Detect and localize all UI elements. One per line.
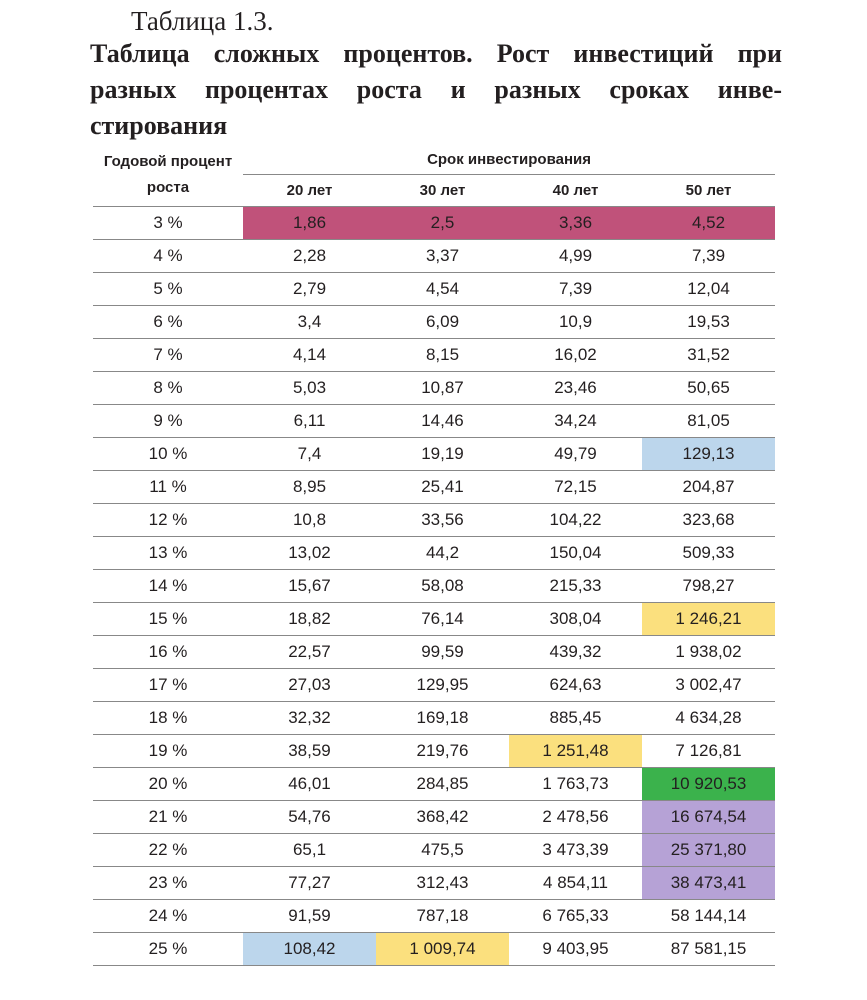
table-row xyxy=(93,471,775,504)
value-text: 27,03 xyxy=(288,675,331,694)
value-cell xyxy=(376,207,509,240)
value-text: 19,53 xyxy=(687,312,730,331)
value-cell xyxy=(376,900,509,933)
value-cell xyxy=(642,471,775,504)
value-text: 2 478,56 xyxy=(542,807,609,826)
value-text: 787,18 xyxy=(416,906,469,925)
value-text: 215,33 xyxy=(549,576,602,595)
table-row xyxy=(93,372,775,405)
value-text: 16,02 xyxy=(554,345,597,364)
value-text: 108,42 xyxy=(243,933,376,965)
table-row xyxy=(93,900,775,933)
table-row xyxy=(93,570,775,603)
rate-cell: 14 % xyxy=(93,570,243,603)
value-text: 33,56 xyxy=(421,510,464,529)
value-cell xyxy=(642,405,775,438)
value-cell xyxy=(243,636,376,669)
value-text: 25 371,80 xyxy=(642,834,775,866)
value-text: 54,76 xyxy=(288,807,331,826)
value-cell xyxy=(376,273,509,306)
rate-cell: 24 % xyxy=(93,900,243,933)
value-cell xyxy=(509,240,642,273)
value-text: 44,2 xyxy=(425,543,460,562)
value-cell xyxy=(642,867,775,900)
value-text: 65,1 xyxy=(292,840,327,859)
value-cell xyxy=(642,801,775,834)
rate-cell: 20 % xyxy=(93,768,243,801)
value-cell xyxy=(509,372,642,405)
value-text: 1 938,02 xyxy=(675,642,742,661)
value-cell xyxy=(642,702,775,735)
value-cell xyxy=(642,570,775,603)
value-text: 99,59 xyxy=(421,642,464,661)
table-row xyxy=(93,306,775,339)
value-text: 7,39 xyxy=(691,246,726,265)
value-text: 1 251,48 xyxy=(509,735,642,767)
table-row xyxy=(93,867,775,900)
value-text: 129,13 xyxy=(642,438,775,470)
rate-cell: 4 % xyxy=(93,240,243,273)
value-cell xyxy=(376,702,509,735)
rate-cell: 6 % xyxy=(93,306,243,339)
value-cell xyxy=(642,768,775,801)
table-row xyxy=(93,504,775,537)
value-cell xyxy=(376,603,509,636)
year-header-40: 40 лет xyxy=(509,175,642,207)
value-text: 14,46 xyxy=(421,411,464,430)
value-text: 7,39 xyxy=(558,279,593,298)
value-text: 77,27 xyxy=(288,873,331,892)
rate-cell: 12 % xyxy=(93,504,243,537)
value-cell xyxy=(243,768,376,801)
value-text: 104,22 xyxy=(549,510,602,529)
value-text: 2,28 xyxy=(292,246,327,265)
table-row xyxy=(93,636,775,669)
value-cell xyxy=(642,339,775,372)
value-text: 18,82 xyxy=(288,609,331,628)
value-cell xyxy=(509,405,642,438)
value-cell xyxy=(243,537,376,570)
value-text: 509,33 xyxy=(682,543,735,562)
value-cell xyxy=(509,504,642,537)
value-cell xyxy=(243,834,376,867)
value-cell xyxy=(243,372,376,405)
value-cell xyxy=(642,438,775,471)
value-cell xyxy=(243,471,376,504)
value-cell xyxy=(642,636,775,669)
value-text: 219,76 xyxy=(416,741,469,760)
value-cell xyxy=(509,438,642,471)
value-text: 38 473,41 xyxy=(642,867,775,899)
value-text: 4,14 xyxy=(292,345,327,364)
value-cell xyxy=(642,504,775,537)
rate-cell: 10 % xyxy=(93,438,243,471)
value-text: 3,36 xyxy=(509,207,642,239)
value-text: 7,4 xyxy=(297,444,322,463)
rate-cell: 13 % xyxy=(93,537,243,570)
value-text: 10,8 xyxy=(292,510,327,529)
value-text: 46,01 xyxy=(288,774,331,793)
year-header-30: 30 лет xyxy=(376,175,509,207)
value-cell xyxy=(509,702,642,735)
table-row xyxy=(93,438,775,471)
value-cell xyxy=(243,405,376,438)
value-text: 2,79 xyxy=(292,279,327,298)
value-text: 7 126,81 xyxy=(675,741,742,760)
value-text: 1,86 xyxy=(243,207,376,239)
table-row xyxy=(93,669,775,702)
value-cell xyxy=(509,603,642,636)
term-header: Срок инвестирования xyxy=(243,144,775,175)
value-cell xyxy=(243,867,376,900)
value-text: 4,99 xyxy=(558,246,593,265)
value-cell xyxy=(243,504,376,537)
table-row xyxy=(93,405,775,438)
value-cell xyxy=(509,735,642,768)
value-text: 439,32 xyxy=(549,642,602,661)
value-text: 19,19 xyxy=(421,444,464,463)
value-text: 6 765,33 xyxy=(542,906,609,925)
value-text: 624,63 xyxy=(549,675,602,694)
value-text: 885,45 xyxy=(549,708,602,727)
value-cell xyxy=(376,570,509,603)
table-row xyxy=(93,933,775,966)
value-cell xyxy=(376,801,509,834)
rate-cell: 25 % xyxy=(93,933,243,966)
value-cell xyxy=(509,471,642,504)
rate-cell: 17 % xyxy=(93,669,243,702)
value-cell xyxy=(509,900,642,933)
value-cell xyxy=(243,933,376,966)
value-cell xyxy=(376,339,509,372)
value-cell xyxy=(376,405,509,438)
value-cell xyxy=(243,339,376,372)
value-cell xyxy=(509,768,642,801)
value-cell xyxy=(243,900,376,933)
value-text: 58 144,14 xyxy=(670,906,747,925)
value-text: 204,87 xyxy=(682,477,735,496)
value-text: 1 246,21 xyxy=(642,603,775,635)
value-text: 8,15 xyxy=(425,345,460,364)
value-cell xyxy=(243,669,376,702)
value-text: 3,4 xyxy=(297,312,322,331)
value-cell xyxy=(509,537,642,570)
rate-cell: 21 % xyxy=(93,801,243,834)
table-row xyxy=(93,702,775,735)
value-text: 6,09 xyxy=(425,312,460,331)
value-cell xyxy=(509,933,642,966)
value-cell xyxy=(642,900,775,933)
value-cell xyxy=(509,570,642,603)
value-text: 13,02 xyxy=(288,543,331,562)
value-cell xyxy=(642,933,775,966)
value-text: 91,59 xyxy=(288,906,331,925)
value-cell xyxy=(243,570,376,603)
value-text: 32,32 xyxy=(288,708,331,727)
value-cell xyxy=(376,834,509,867)
year-header-50: 50 лет xyxy=(642,175,775,207)
table-row xyxy=(93,834,775,867)
value-text: 23,46 xyxy=(554,378,597,397)
value-text: 312,43 xyxy=(416,873,469,892)
value-text: 4 854,11 xyxy=(543,873,608,892)
table-row xyxy=(93,801,775,834)
value-text: 1 763,73 xyxy=(542,774,609,793)
value-text: 34,24 xyxy=(554,411,597,430)
year-header-20: 20 лет xyxy=(243,175,376,207)
value-text: 58,08 xyxy=(421,576,464,595)
value-text: 150,04 xyxy=(549,543,602,562)
value-text: 87 581,15 xyxy=(670,939,747,958)
value-cell xyxy=(509,636,642,669)
value-text: 16 674,54 xyxy=(642,801,775,833)
value-text: 3 473,39 xyxy=(542,840,609,859)
table-row xyxy=(93,273,775,306)
value-text: 9 403,95 xyxy=(542,939,609,958)
value-text: 15,67 xyxy=(288,576,331,595)
rate-cell: 16 % xyxy=(93,636,243,669)
value-cell xyxy=(642,834,775,867)
value-cell xyxy=(509,306,642,339)
rate-cell: 19 % xyxy=(93,735,243,768)
value-cell xyxy=(642,306,775,339)
value-cell xyxy=(243,306,376,339)
rate-cell: 23 % xyxy=(93,867,243,900)
table-row xyxy=(93,207,775,240)
value-text: 81,05 xyxy=(687,411,730,430)
value-text: 308,04 xyxy=(549,609,602,628)
value-cell xyxy=(642,207,775,240)
table-row xyxy=(93,735,775,768)
rate-cell: 7 % xyxy=(93,339,243,372)
rate-column-header: Годовой процент роста xyxy=(93,144,243,207)
value-cell xyxy=(243,702,376,735)
value-cell xyxy=(509,834,642,867)
value-cell xyxy=(376,471,509,504)
table-body xyxy=(93,207,775,966)
value-text: 25,41 xyxy=(421,477,464,496)
value-text: 72,15 xyxy=(554,477,597,496)
value-text: 50,65 xyxy=(687,378,730,397)
value-text: 31,52 xyxy=(687,345,730,364)
rate-cell: 18 % xyxy=(93,702,243,735)
table-row xyxy=(93,339,775,372)
value-cell xyxy=(376,933,509,966)
value-cell xyxy=(376,735,509,768)
rate-cell: 8 % xyxy=(93,372,243,405)
value-cell xyxy=(509,801,642,834)
value-text: 76,14 xyxy=(421,609,464,628)
value-cell xyxy=(243,240,376,273)
value-cell xyxy=(509,207,642,240)
value-cell xyxy=(376,240,509,273)
rate-cell: 5 % xyxy=(93,273,243,306)
value-cell xyxy=(642,735,775,768)
value-cell xyxy=(376,669,509,702)
value-text: 368,42 xyxy=(416,807,469,826)
value-text: 10,9 xyxy=(558,312,593,331)
value-text: 3,37 xyxy=(425,246,460,265)
table-row xyxy=(93,240,775,273)
value-text: 12,04 xyxy=(687,279,730,298)
table-row xyxy=(93,537,775,570)
value-text: 38,59 xyxy=(288,741,331,760)
value-cell xyxy=(243,207,376,240)
table-row xyxy=(93,603,775,636)
value-text: 5,03 xyxy=(292,378,327,397)
value-text: 1 009,74 xyxy=(376,933,509,965)
value-text: 169,18 xyxy=(416,708,469,727)
rate-cell: 22 % xyxy=(93,834,243,867)
value-cell xyxy=(376,537,509,570)
value-cell xyxy=(642,273,775,306)
value-text: 4,52 xyxy=(642,207,775,239)
value-cell xyxy=(642,372,775,405)
value-text: 284,85 xyxy=(416,774,469,793)
value-text: 10 920,53 xyxy=(642,768,775,800)
value-cell xyxy=(243,603,376,636)
value-cell xyxy=(376,372,509,405)
value-cell xyxy=(376,306,509,339)
value-cell xyxy=(642,603,775,636)
value-cell xyxy=(376,438,509,471)
value-cell xyxy=(509,273,642,306)
rate-cell: 3 % xyxy=(93,207,243,240)
value-text: 3 002,47 xyxy=(675,675,742,694)
rate-cell: 9 % xyxy=(93,405,243,438)
value-text: 129,95 xyxy=(416,675,469,694)
value-cell xyxy=(243,273,376,306)
value-cell xyxy=(509,867,642,900)
value-text: 2,5 xyxy=(376,207,509,239)
value-cell xyxy=(642,537,775,570)
value-cell xyxy=(642,240,775,273)
value-text: 323,68 xyxy=(682,510,735,529)
value-cell xyxy=(376,504,509,537)
value-text: 4,54 xyxy=(425,279,460,298)
table-row xyxy=(93,768,775,801)
rate-cell: 15 % xyxy=(93,603,243,636)
value-cell xyxy=(376,636,509,669)
value-cell xyxy=(376,768,509,801)
compound-interest-table xyxy=(93,144,775,966)
value-cell xyxy=(243,735,376,768)
table-title: Таблица сложных процентов. Рост инвестиций при разных процентах роста и разных сроках инвестирования xyxy=(90,39,782,140)
value-text: 10,87 xyxy=(421,378,464,397)
value-cell xyxy=(509,669,642,702)
value-text: 4 634,28 xyxy=(675,708,742,727)
value-text: 798,27 xyxy=(682,576,735,595)
value-text: 6,11 xyxy=(293,411,326,430)
rate-cell: 11 % xyxy=(93,471,243,504)
value-cell xyxy=(509,339,642,372)
value-cell xyxy=(376,867,509,900)
value-text: 475,5 xyxy=(421,840,464,859)
value-text: 22,57 xyxy=(288,642,331,661)
table-caption: Таблица 1.3. xyxy=(131,6,274,36)
value-text: 8,95 xyxy=(292,477,327,496)
value-cell xyxy=(243,801,376,834)
value-cell xyxy=(642,669,775,702)
value-cell xyxy=(243,438,376,471)
value-text: 49,79 xyxy=(554,444,597,463)
